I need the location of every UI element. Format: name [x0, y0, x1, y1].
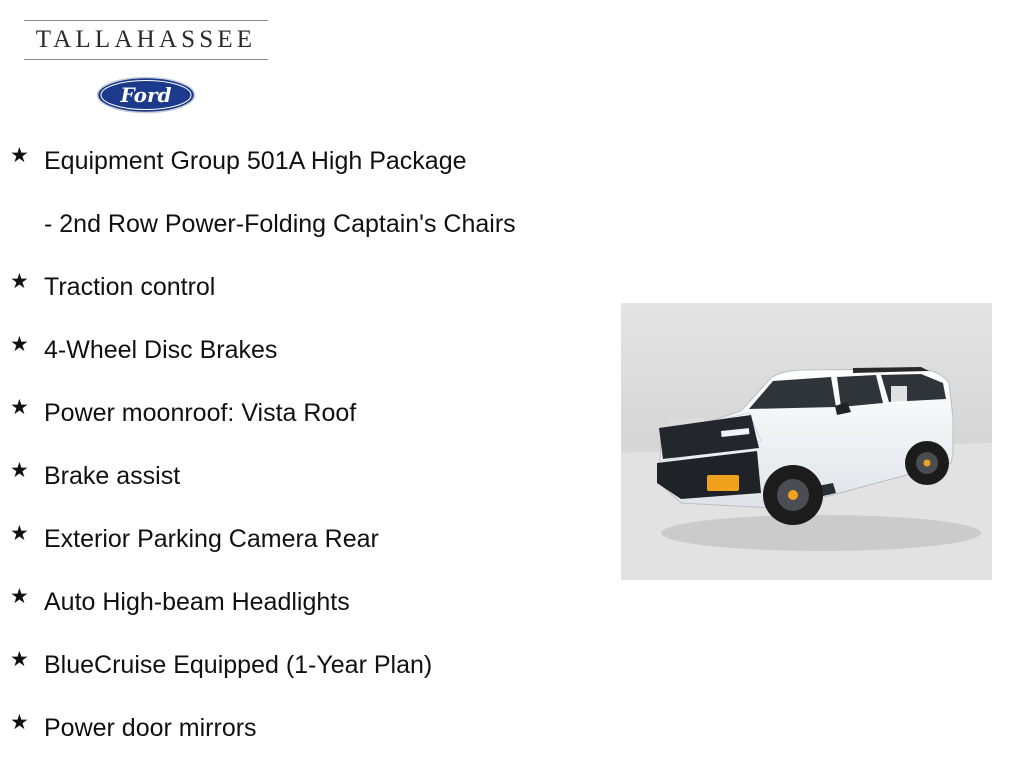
ford-logo-text: Ford	[120, 83, 172, 107]
logo-bottom-rule	[24, 59, 268, 60]
feature-item	[10, 640, 570, 680]
feature-text: Auto High-beam Headlights	[44, 588, 350, 616]
feature-item	[10, 577, 570, 617]
feature-text: Equipment Group 501A High Package	[44, 147, 467, 175]
vehicle-photo	[621, 303, 992, 580]
star-icon: ★	[10, 459, 29, 482]
star-icon: ★	[10, 396, 29, 419]
star-icon: ★	[10, 522, 29, 545]
star-icon: ★	[10, 144, 29, 167]
dealer-logo	[24, 20, 268, 60]
feature-text: Power moonroof: Vista Roof	[44, 399, 357, 427]
feature-text: 4-Wheel Disc Brakes	[44, 336, 278, 364]
feature-item	[10, 325, 570, 365]
feature-text: Traction control	[44, 273, 216, 301]
feature-item	[10, 514, 570, 554]
star-icon: ★	[10, 648, 29, 671]
feature-item	[10, 136, 570, 176]
grille-text: EXPEDITION	[668, 417, 706, 427]
feature-text: Exterior Parking Camera Rear	[44, 525, 379, 553]
feature-text: Power door mirrors	[44, 714, 257, 742]
feature-text: Brake assist	[44, 462, 181, 490]
feature-item	[10, 262, 570, 302]
feature-item	[10, 703, 570, 743]
star-icon: ★	[10, 270, 29, 293]
tow-hook-accent	[707, 475, 739, 491]
ford-logo	[96, 76, 196, 114]
star-icon: ★	[10, 333, 29, 356]
dealer-name: TALLAHASSEE	[35, 26, 257, 53]
star-icon: ★	[10, 585, 29, 608]
star-icon: ★	[10, 711, 29, 734]
feature-sub-item	[10, 199, 570, 239]
feature-text: - 2nd Row Power-Folding Captain's Chairs	[44, 210, 516, 238]
feature-text: BlueCruise Equipped (1-Year Plan)	[44, 651, 433, 679]
feature-item	[10, 451, 570, 491]
feature-item	[10, 388, 570, 428]
